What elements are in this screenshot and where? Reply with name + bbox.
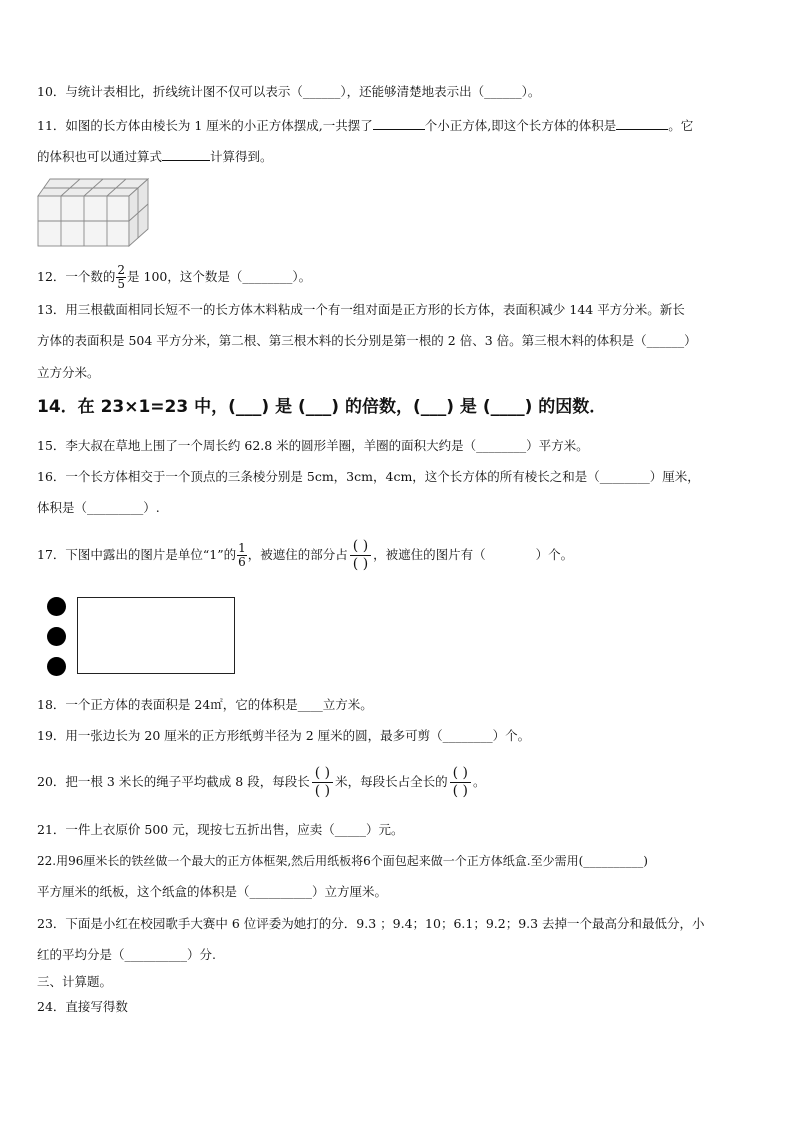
q17-denominator: 6	[238, 555, 246, 569]
question-17	[37, 537, 573, 573]
q11-text-c: 。它	[668, 118, 694, 133]
q12-numerator: 2	[117, 263, 126, 277]
cuboid-figure	[37, 176, 152, 248]
question-24: 24．直接写得数	[37, 999, 128, 1014]
q17-answer-fraction[interactable]	[350, 538, 371, 573]
q11-blank-2[interactable]	[616, 117, 668, 130]
question-22-line2: 平方厘米的纸板，这个纸盒的体积是（__________）立方厘米。	[37, 884, 388, 899]
q11-text-e: 计算得到。	[210, 149, 273, 164]
q12-denominator: 5	[117, 277, 126, 291]
q11-blank-1[interactable]	[373, 117, 425, 130]
q20-fraction2-numerator: ( )	[450, 765, 471, 783]
question-21: 21．一件上衣原价 500 元，现按七五折出售，应卖（_____）元。	[37, 822, 404, 837]
q17-fraction	[237, 542, 247, 569]
question-13-line1: 13．用三根截面相同长短不一的长方体木料粘成一个有一组对面是正方形的长方体，表面积减少 144 平方分米。新长	[37, 302, 685, 317]
q11-text-b: 个小正方体,即这个长方体的体积是	[424, 118, 617, 133]
q11-blank-3[interactable]	[162, 148, 210, 161]
question-22-line1: 22.用96厘米长的铁丝做一个最大的正方体框架,然后用纸板将6个面包起来做一个正方体纸盒.至少需用(__________)	[37, 854, 648, 868]
question-18: 18．一个正方体的表面积是 24㎡，它的体积是____立方米。	[37, 697, 373, 712]
question-20	[37, 762, 486, 802]
q12-pre: 12．一个数的	[37, 269, 116, 284]
q12-fraction	[116, 264, 126, 291]
q12-post: 是 100，这个数是（________）。	[127, 269, 312, 284]
q20-answer-fraction-1[interactable]	[312, 765, 333, 800]
covering-rectangle	[77, 597, 235, 674]
question-16-line1: 16．一个长方体相交于一个顶点的三条棱分别是 5cm，3cm，4cm，这个长方体的所有棱长之和是（________）厘米，	[37, 469, 700, 484]
question-16-line2: 体积是（_________）.	[37, 500, 160, 515]
dot-1	[47, 597, 66, 616]
question-23-line2: 红的平均分是（__________）分.	[37, 947, 216, 962]
q17-post: ，被遮住的图片有（ ）个。	[373, 547, 574, 562]
q20-post: 。	[472, 774, 486, 789]
q17-pre: 17．下图中露出的图片是单位“1”的	[37, 547, 237, 562]
q17-answer-denominator: ( )	[352, 556, 369, 572]
dot-2	[47, 627, 66, 646]
question-19: 19．用一张边长为 20 厘米的正方形纸剪半径为 2 厘米的圆，最多可剪（________）个。	[37, 728, 531, 743]
q11-text-d: 的体积也可以通过算式	[37, 149, 163, 164]
question-23-line1: 23．下面是小红在校园歌手大赛中 6 位评委为她打的分．9.3 ；9.4；10；6.1；9.2；9.3 去掉一个最高分和最低分，小	[37, 916, 705, 931]
question-11-line2	[37, 148, 273, 165]
question-13-line3: 立方分米。	[37, 365, 100, 380]
section-3-heading: 三、计算题。	[37, 974, 113, 989]
question-12	[37, 264, 311, 291]
q20-fraction2-denominator: ( )	[452, 783, 468, 799]
q17-mid: ，被遮住的部分占	[247, 547, 348, 562]
question-10: 10．与统计表相比，折线统计图不仅可以表示（______），还能够清楚地表示出（______）。	[37, 84, 541, 99]
q17-numerator: 1	[238, 541, 246, 555]
q17-answer-numerator: ( )	[350, 538, 371, 556]
question-15: 15．李大叔在草地上围了一个周长约 62.8 米的圆形羊圈，羊圈的面积大约是（________）平方米。	[37, 438, 589, 453]
q20-mid: 米，每段长占全长的	[335, 774, 448, 789]
question-14: 14．在 23×1=23 中，(___) 是 (___) 的倍数，(___) 是 (____) 的因数．	[37, 397, 607, 417]
question-11-line1	[37, 117, 693, 134]
q11-text-a: 11．如图的长方体由棱长为 1 厘米的小正方体摆成,一共摆了	[37, 118, 373, 133]
dot-3	[47, 657, 66, 676]
q20-fraction1-numerator: ( )	[312, 765, 333, 783]
question-13-line2: 方体的表面积是 504 平方分米，第二根、第三根木料的长分别是第一根的 2 倍、3 倍。第三根木料的体积是（______）	[37, 333, 697, 348]
q20-fraction1-denominator: ( )	[314, 783, 331, 799]
q20-pre: 20．把一根 3 米长的绳子平均截成 8 段，每段长	[37, 774, 310, 789]
q20-answer-fraction-2[interactable]	[450, 765, 471, 800]
